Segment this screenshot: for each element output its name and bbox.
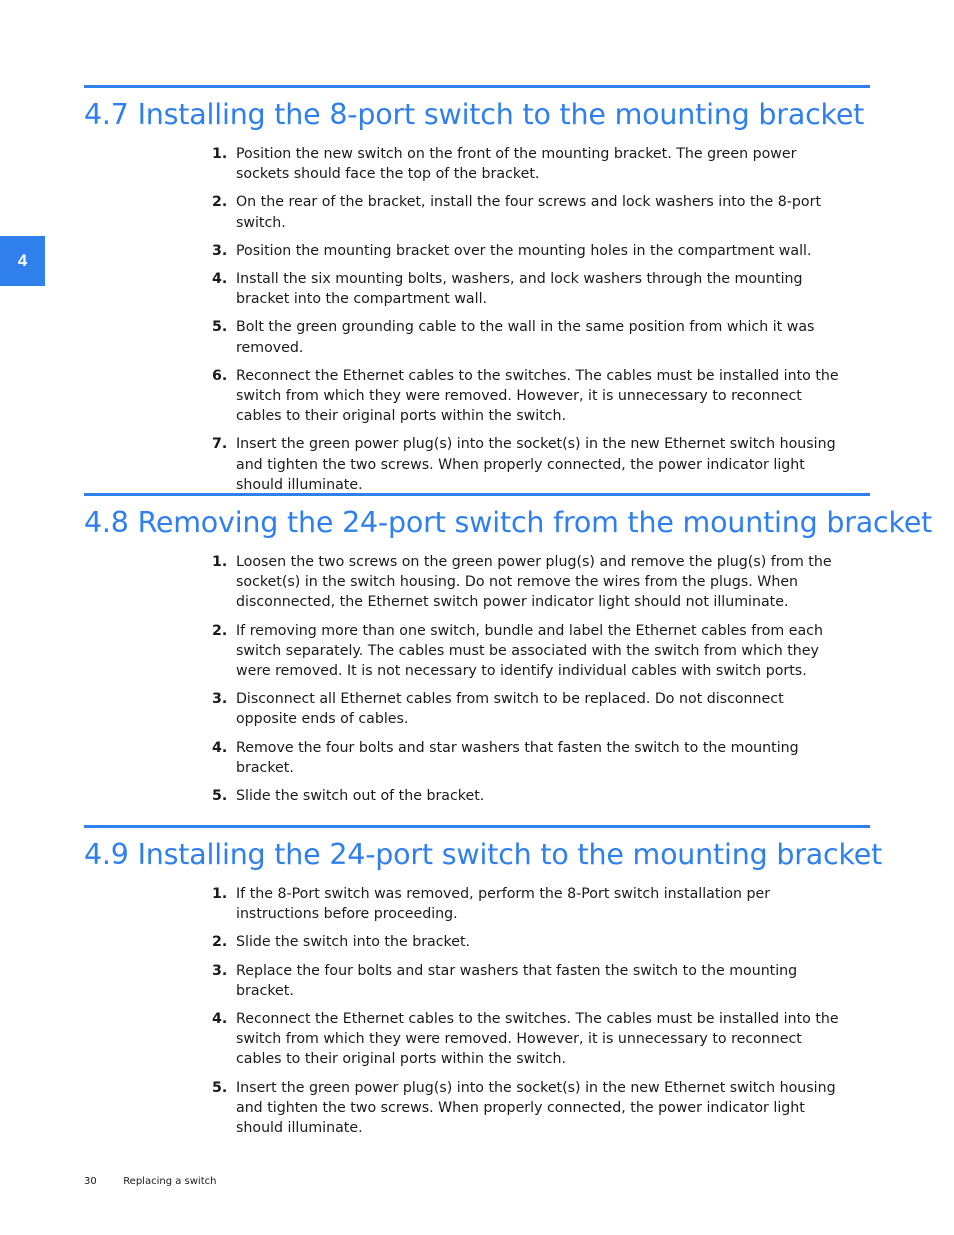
- step-item: [212, 689, 847, 729]
- section-4-7: [84, 85, 870, 503]
- step-number: 5.: [212, 1079, 228, 1096]
- section-4-8: [84, 493, 933, 814]
- step-text: Reconnect the Ethernet cables to the switches. The cables must be installed into the switch from which they were removed. However, it is unnecessary to reconnect cables to their original ports within the switch.: [236, 367, 839, 425]
- step-item: [212, 317, 847, 357]
- step-number: 1.: [212, 886, 228, 902]
- step-number: 3.: [212, 242, 228, 259]
- step-number: 4.: [212, 271, 228, 288]
- step-text: Position the mounting bracket over the mounting holes in the compartment wall.: [236, 242, 812, 259]
- step-item: [212, 366, 847, 427]
- step-text: Disconnect all Ethernet cables from switch to be replaced. Do not disconnect opposite ends of cables.: [236, 691, 784, 728]
- section-divider: [84, 825, 870, 828]
- step-text: If the 8-Port switch was removed, perform the 8-Port switch installation per instructions before proceeding.: [236, 886, 771, 923]
- page-number: 30: [84, 1176, 97, 1187]
- step-item: [212, 738, 847, 778]
- step-item: [212, 884, 847, 924]
- section-title: 4.7 Installing the 8-port switch to the mounting bracket: [84, 98, 865, 131]
- step-text: Insert the green power plug(s) into the socket(s) in the new Ethernet switch housing and tighten the two screws. When properly connected, the power indicator light should illuminate.: [236, 1079, 836, 1137]
- step-text: On the rear of the bracket, install the four screws and lock washers into the 8-port switch.: [236, 194, 822, 231]
- step-item: [212, 932, 847, 952]
- step-item: [212, 1009, 847, 1070]
- step-text: Bolt the green grounding cable to the wall in the same position from which it was removed.: [236, 319, 815, 356]
- step-number: 5.: [212, 788, 228, 805]
- step-item: [212, 961, 847, 1001]
- step-item: [212, 241, 847, 261]
- step-list: [212, 144, 847, 495]
- step-number: 2.: [212, 194, 228, 211]
- step-item: [212, 192, 847, 232]
- section-divider: [84, 85, 870, 88]
- step-item: [212, 786, 847, 806]
- step-number: 7.: [212, 436, 228, 453]
- step-number: 4.: [212, 739, 228, 756]
- step-number: 3.: [212, 962, 228, 979]
- section-title: 4.9 Installing the 24-port switch to the mounting bracket: [84, 838, 883, 871]
- step-text: Position the new switch on the front of the mounting bracket. The green power sockets should face the top of the bracket.: [236, 146, 797, 183]
- step-number: 5.: [212, 319, 228, 336]
- step-number: 6.: [212, 367, 228, 384]
- step-text: Slide the switch into the bracket.: [236, 934, 471, 951]
- step-item: [212, 269, 847, 309]
- step-text: Loosen the two screws on the green power plug(s) and remove the plug(s) from the socket(s) in the switch housing. Do not remove the wires from the plugs. When disconnected, the Ethernet switch power indicator light should not illuminate.: [236, 554, 832, 611]
- footer-section-name: Replacing a switch: [123, 1176, 217, 1187]
- step-item: [212, 552, 847, 613]
- step-item: [212, 434, 847, 495]
- step-number: 4.: [212, 1011, 228, 1028]
- step-item: [212, 144, 847, 184]
- step-text: Remove the four bolts and star washers that fasten the switch to the mounting bracket.: [236, 739, 799, 776]
- chapter-tab: 4: [0, 236, 45, 286]
- section-title: 4.8 Removing the 24-port switch from the mounting bracket: [84, 506, 933, 539]
- step-text: If removing more than one switch, bundle and label the Ethernet cables from each switch separately. The cables must be associated with the switch from which they were removed. It is not necessary to identify individual cables with switch ports.: [236, 622, 823, 680]
- section-4-9: [84, 825, 883, 1146]
- step-number: 2.: [212, 622, 228, 639]
- step-number: 1.: [212, 146, 228, 162]
- step-list: [212, 552, 847, 806]
- step-text: Reconnect the Ethernet cables to the switches. The cables must be installed into the switch from which they were removed. However, it is unnecessary to reconnect cables to their original ports within the switch.: [236, 1011, 839, 1068]
- section-divider: [84, 493, 870, 496]
- step-item: [212, 621, 847, 682]
- step-text: Insert the green power plug(s) into the socket(s) in the new Ethernet switch housing and tighten the two screws. When properly connected, the power indicator light should illuminate.: [236, 436, 836, 493]
- page-footer: [84, 1176, 216, 1187]
- step-text: Replace the four bolts and star washers that fasten the switch to the mounting bracket.: [236, 962, 798, 999]
- step-text: Slide the switch out of the bracket.: [236, 788, 485, 805]
- step-number: 2.: [212, 934, 228, 951]
- step-list: [212, 884, 847, 1138]
- step-text: Install the six mounting bolts, washers, and lock washers through the mounting bracket into the compartment wall.: [236, 271, 803, 308]
- step-number: 1.: [212, 554, 228, 570]
- step-item: [212, 1078, 847, 1139]
- step-number: 3.: [212, 691, 228, 708]
